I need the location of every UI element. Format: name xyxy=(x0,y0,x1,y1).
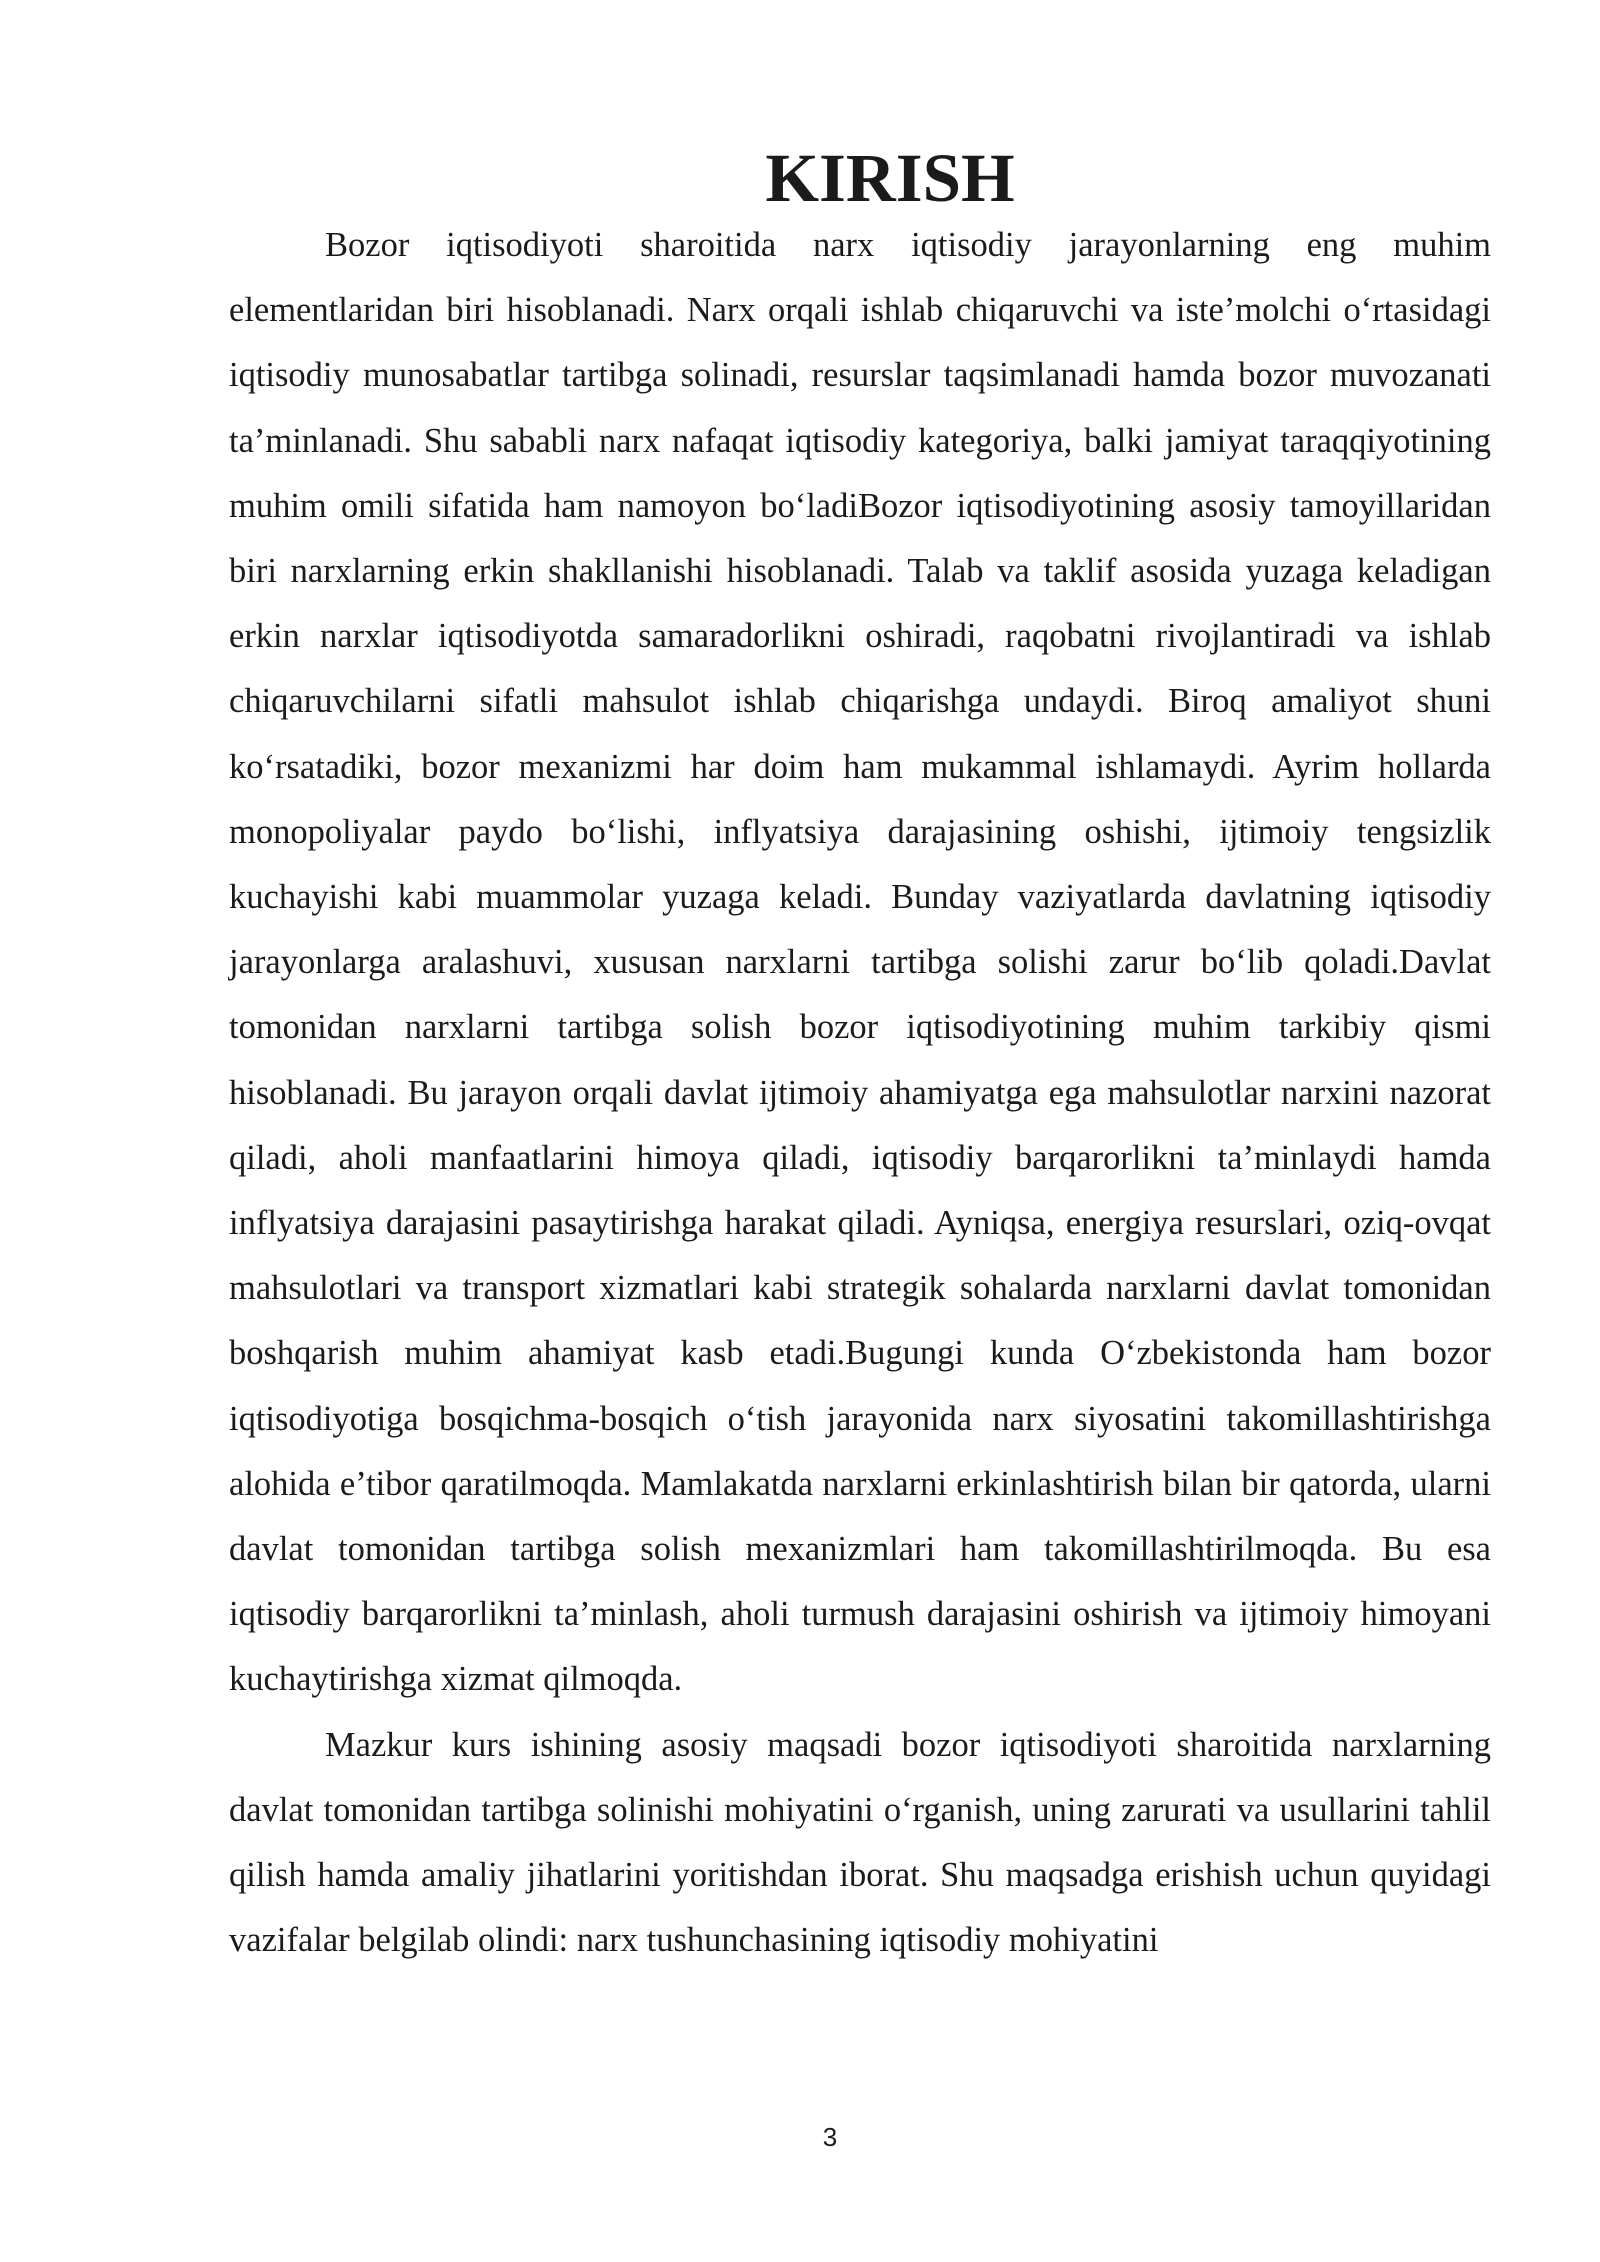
section-heading: KIRISH xyxy=(765,140,1015,216)
page-body xyxy=(229,140,1491,1973)
body-paragraph-2: Mazkur kurs ishining asosiy maqsadi bozor iqtisodiyoti sharoitida narxlarning davlat tomonidan tartibga solinishi mohiyatini o‘rganish, uning zarurati va usullarini tahlil qilish hamda amaliy jihatlarini yoritishdan iborat. Shu maqsadga erishish uchun quyidagi vazifalar belgilab olindi: narx tushunchasining iqtisodiy mohiyatini xyxy=(229,1725,1491,1960)
page-number: 3 xyxy=(822,2122,838,2152)
body-paragraph-1: Bozor iqtisodiyoti sharoitida narx iqtisodiy jarayonlarning eng muhim elementlaridan biri hisoblanadi. Narx orqali ishlab chiqaruvchi va iste’molchi o‘rtasidagi iqtisodiy munosabatlar tartibga solinadi, resurslar taqsimlanadi hamda bozor muvozanati ta’minlanadi. Shu sababli narx nafaqat iqtisodiy kategoriya, balki jamiyat taraqqiyotining muhim omili sifatida ham namoyon bo‘ladiBozor iqtisodiyotining asosiy tamoyillaridan biri narxlarning erkin shakllanishi hisoblanadi. Talab va taklif asosida yuzaga keladigan erkin narxlar iqtisodiyotda samaradorlikni oshiradi, raqobatni rivojlantiradi va ishlab chiqaruvchilarni sifatli mahsulot ishlab chiqarishga undaydi. Biroq amaliyot shuni ko‘rsatadiki, bozor mexanizmi har doim ham mukammal ishlamaydi. Ayrim hollarda monopoliyalar paydo bo‘lishi, inflyatsiya darajasining oshishi, ijtimoiy tengsizlik kuchayishi kabi muammolar yuzaga keladi. Bunday vaziyatlarda davlatning iqtisodiy jarayonlarga aralashuvi, xususan narxlarni tartibga solishi zarur bo‘lib qoladi.Davlat tomonidan narxlarni tartibga solish bozor iqtisodiyotining muhim tarkibiy qismi hisoblanadi. Bu jarayon orqali davlat ijtimoiy ahamiyatga ega mahsulotlar narxini nazorat qiladi, aholi manfaatlarini himoya qiladi, iqtisodiy barqarorlikni ta’minlaydi hamda inflyatsiya darajasini pasaytirishga harakat qiladi. Ayniqsa, energiya resurslari, oziq-ovqat mahsulotlari va transport xizmatlari kabi strategik sohalarda narxlarni davlat tomonidan boshqarish muhim ahamiyat kasb etadi.Bugungi kunda O‘zbekistonda ham bozor iqtisodiyotiga bosqichma-bosqich o‘tish jarayonida narx siyosatini takomillashtirishga alohida e’tibor qaratilmoqda. Mamlakatda narxlarni erkinlashtirish bilan bir qatorda, ularni davlat tomonidan tartibga solish mexanizmlari ham takomillashtirilmoqda. Bu esa iqtisodiy barqarorlikni ta’minlash, aholi turmush darajasini oshirish va ijtimoiy himoyani kuchaytirishga xizmat qilmoqda. xyxy=(229,226,1491,1699)
